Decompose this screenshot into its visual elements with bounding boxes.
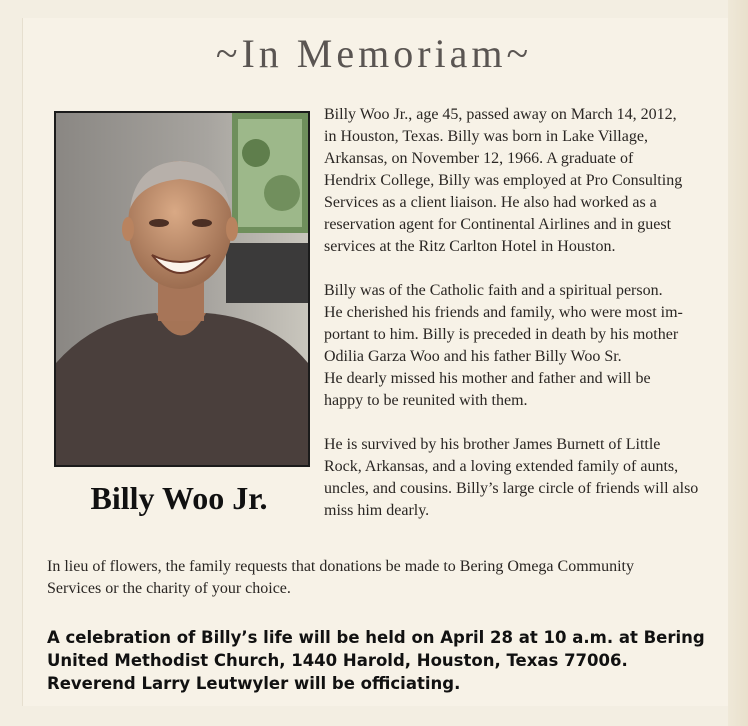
celebration-notice bbox=[47, 626, 727, 695]
bio-line: in Houston, Texas. Billy was born in Lake Village, bbox=[324, 128, 648, 145]
celebration-line: United Methodist Church, 1440 Harold, Houston, Texas 77006. bbox=[47, 651, 628, 670]
bio-line: Billy Woo Jr., age 45, passed away on March 14, 2012, bbox=[324, 106, 677, 123]
bio-line: He cherished his friends and family, who were most im- bbox=[324, 304, 683, 321]
bio-line: He is survived by his brother James Burnett of Little bbox=[324, 436, 661, 453]
bio-paragraph-1 bbox=[324, 104, 720, 258]
bio-line: reservation agent for Continental Airlines and in guest bbox=[324, 216, 672, 233]
celebration-line: A celebration of Billy’s life will be held on April 28 at 10 a.m. at Bering bbox=[47, 628, 705, 647]
celebration-line: Reverend Larry Leutwyler will be officiating. bbox=[47, 674, 461, 693]
bio-line: Odilia Garza Woo and his father Billy Woo Sr. bbox=[324, 348, 622, 365]
portrait-photo bbox=[54, 111, 310, 467]
bio-paragraph-3 bbox=[324, 434, 720, 522]
bio-line: Hendrix College, Billy was employed at Pro Consulting bbox=[324, 172, 683, 189]
bio-line: He dearly missed his mother and father and will be bbox=[324, 370, 651, 387]
bio-line: Rock, Arkansas, and a loving extended family of aunts, bbox=[324, 458, 679, 475]
bio-line: Services as a client liaison. He also had worked as a bbox=[324, 194, 657, 211]
bio-line: Billy was of the Catholic faith and a spiritual person. bbox=[324, 282, 663, 299]
bio-paragraph-2 bbox=[324, 280, 720, 412]
deceased-name: Billy Woo Jr. bbox=[90, 480, 268, 516]
bio-line: Arkansas, on November 12, 1966. A graduate of bbox=[324, 150, 634, 167]
bio-line: uncles, and cousins. Billy’s large circle of friends will also bbox=[324, 480, 699, 497]
bio-line: miss him dearly. bbox=[324, 502, 430, 519]
donation-line: Services or the charity of your choice. bbox=[47, 580, 291, 597]
bio-line: happy to be reunited with them. bbox=[324, 392, 528, 409]
page-edge bbox=[728, 0, 748, 726]
bio-line: services at the Ritz Carlton Hotel in Houston. bbox=[324, 238, 616, 255]
portrait-image bbox=[56, 113, 308, 465]
donation-line: In lieu of flowers, the family requests that donations be made to Bering Omega Community bbox=[47, 558, 634, 575]
bio-line: portant to him. Billy is preceded in death by his mother bbox=[324, 326, 679, 343]
biography bbox=[324, 104, 720, 544]
memoriam-title: ~In Memoriam~ bbox=[215, 31, 533, 76]
donation-note bbox=[47, 556, 727, 600]
